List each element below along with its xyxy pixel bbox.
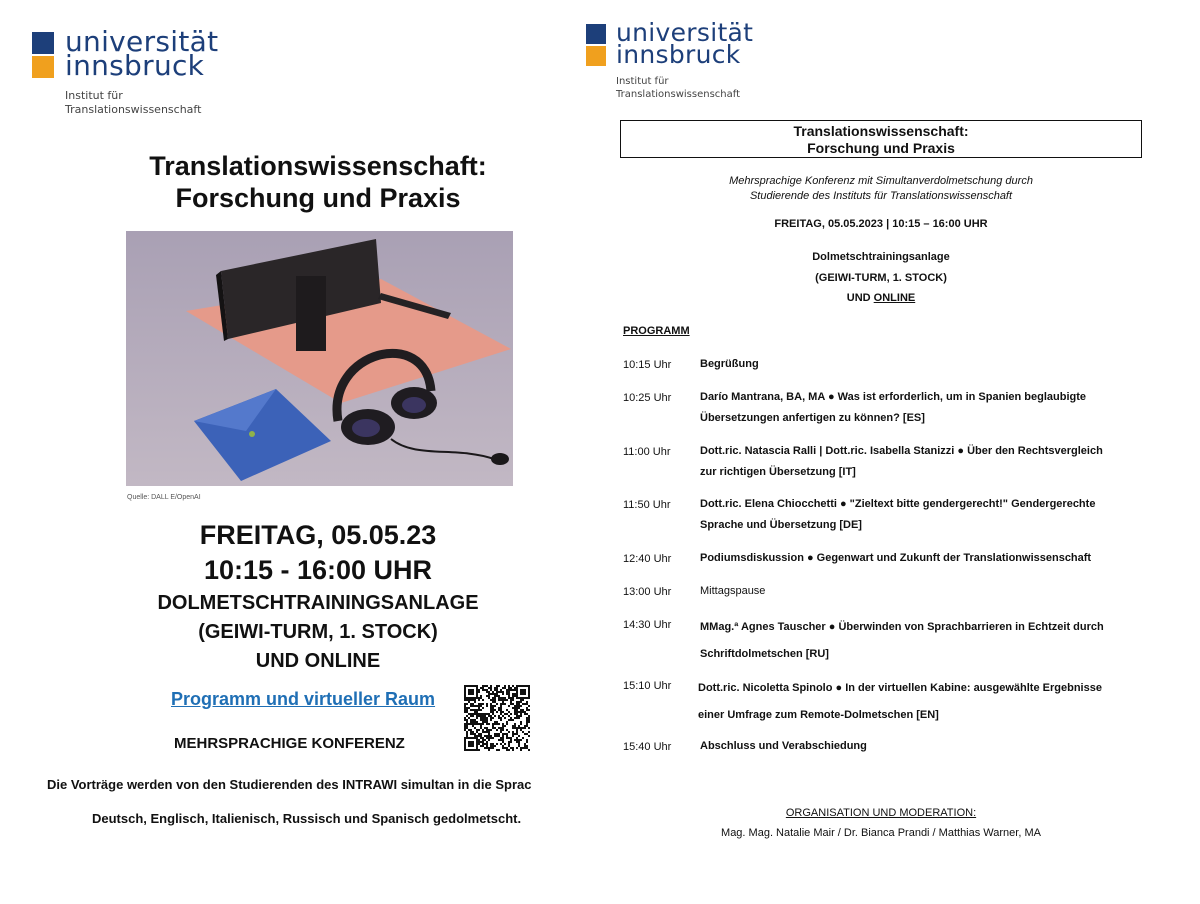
schedule-time: 11:00 Uhr — [623, 446, 671, 458]
schedule-time: 12:40 Uhr — [623, 553, 672, 565]
logo-wordmark-line1: universität — [65, 25, 219, 58]
program-venue-line2: (GEIWI-TURM, 1. STOCK) — [815, 272, 947, 284]
schedule-time: 11:50 Uhr — [623, 499, 671, 511]
program-venue-line1: Dolmetschtrainingsanlage — [812, 251, 950, 263]
poster-venue-line2: (GEIWI-TURM, 1. STOCK) — [198, 621, 438, 643]
schedule-time: 13:00 Uhr — [623, 586, 672, 598]
poster-date: FREITAG, 05.05.23 — [199, 520, 437, 550]
schedule-event: Podiumsdiskussion ● Gegenwart und Zukunft der Translationwissenschaft — [700, 552, 1092, 564]
schedule-event: Dott.ric. Nicoletta Spinolo ● In der virtuellen Kabine: ausgewählte Ergebnisse einer Umfrage zum Remote-Dolmetschen [EN] — [698, 682, 1102, 721]
schedule-event: Darío Mantrana, BA, MA ● Was ist erforderlich, um in Spanien beglaubigte Übersetzungen anfertigen zu können? [ES] — [700, 391, 1086, 424]
program-subtitle-line2: Studierende des Instituts für Translationswissenschaft — [749, 190, 1013, 202]
schedule-time: 10:15 Uhr — [623, 359, 672, 371]
organisation-label: ORGANISATION UND MODERATION: — [785, 807, 977, 819]
logo-institute-line2: Translationswissenschaft — [65, 103, 202, 116]
program-logo-squares-icon — [586, 24, 606, 66]
interpretation-note-line1: Die Vorträge werden von den Studierenden des INTRAWI simultan in die Sprac — [47, 777, 532, 792]
schedule-time: 10:25 Uhr — [623, 392, 672, 404]
schedule-time: 14:30 Uhr — [623, 619, 672, 631]
schedule-event: MMag.ª Agnes Tauscher ● Überwinden von Sprachbarrieren in Echtzeit durch Schriftdolmetschen [RU] — [700, 621, 1104, 660]
schedule-time: 15:40 Uhr — [623, 741, 672, 753]
poster-title: Translationswissenschaft: Forschung und Praxis — [149, 151, 487, 213]
online-link[interactable]: ONLINE — [873, 292, 916, 304]
schedule-event: Dott.ric. Elena Chiocchetti ● "Zieltext bitte gendergerecht!" Gendergerechte Sprache und Übersetzung [DE] — [700, 498, 1096, 531]
program-title-line2: Forschung und Praxis — [807, 140, 955, 156]
schedule-time: 15:10 Uhr — [623, 680, 672, 692]
program-title-box — [620, 120, 1142, 158]
logo-wordmark-line2: innsbruck — [65, 49, 205, 82]
conference-label: MEHRSPRACHIGE KONFERENZ — [174, 735, 405, 752]
poster-venue-line1: DOLMETSCHTRAININGSANLAGE — [157, 592, 479, 614]
program-virtual-room-link[interactable]: Programm und virtueller Raum — [171, 689, 436, 709]
program-heading: PROGRAMM — [623, 325, 690, 337]
program-logo-line2: innsbruck — [616, 40, 741, 69]
program-date-time: FREITAG, 05.05.2023 | 10:15 – 16:00 UHR — [774, 218, 988, 230]
program-logo-institute-line1: Institut für — [616, 76, 669, 87]
schedule-event: Begrüßung — [700, 358, 759, 370]
program-subtitle-line1: Mehrsprachige Konferenz mit Simultanverdolmetschung durch — [729, 175, 1033, 187]
program-logo-institute-line2: Translationswissenschaft — [616, 89, 741, 100]
interpretation-note-line1-clip — [47, 777, 562, 797]
interpretation-note-line2: Deutsch, Englisch, Italienisch, Russisch und Spanisch gedolmetscht. — [92, 811, 522, 826]
logo-institute-line1: Institut für — [65, 89, 123, 102]
image-credit: Quelle: DALL E/OpenAI — [127, 494, 201, 501]
schedule-event: Mittagspause — [700, 585, 766, 597]
program-logo-line1: universität — [616, 18, 754, 47]
logo-squares-icon — [32, 32, 54, 78]
schedule-event: Abschluss und Verabschiedung — [700, 740, 867, 752]
program-title-line1: Translationswissenschaft: — [793, 123, 969, 139]
schedule-event: Dott.ric. Natascia Ralli | Dott.ric. Isabella Stanizzi ● Über den Rechtsvergleich zur richtigen Übersetzung [IT] — [700, 445, 1103, 478]
poster-illustration — [126, 231, 513, 486]
organisers: Mag. Mag. Natalie Mair / Dr. Bianca Prandi / Matthias Warner, MA — [721, 827, 1041, 839]
poster-time: 10:15 - 16:00 UHR — [203, 555, 433, 585]
program-venue-line3: UND ONLINE — [846, 292, 916, 304]
qr-code-icon[interactable] — [462, 683, 532, 753]
poster-venue-line3: UND ONLINE — [255, 650, 381, 672]
